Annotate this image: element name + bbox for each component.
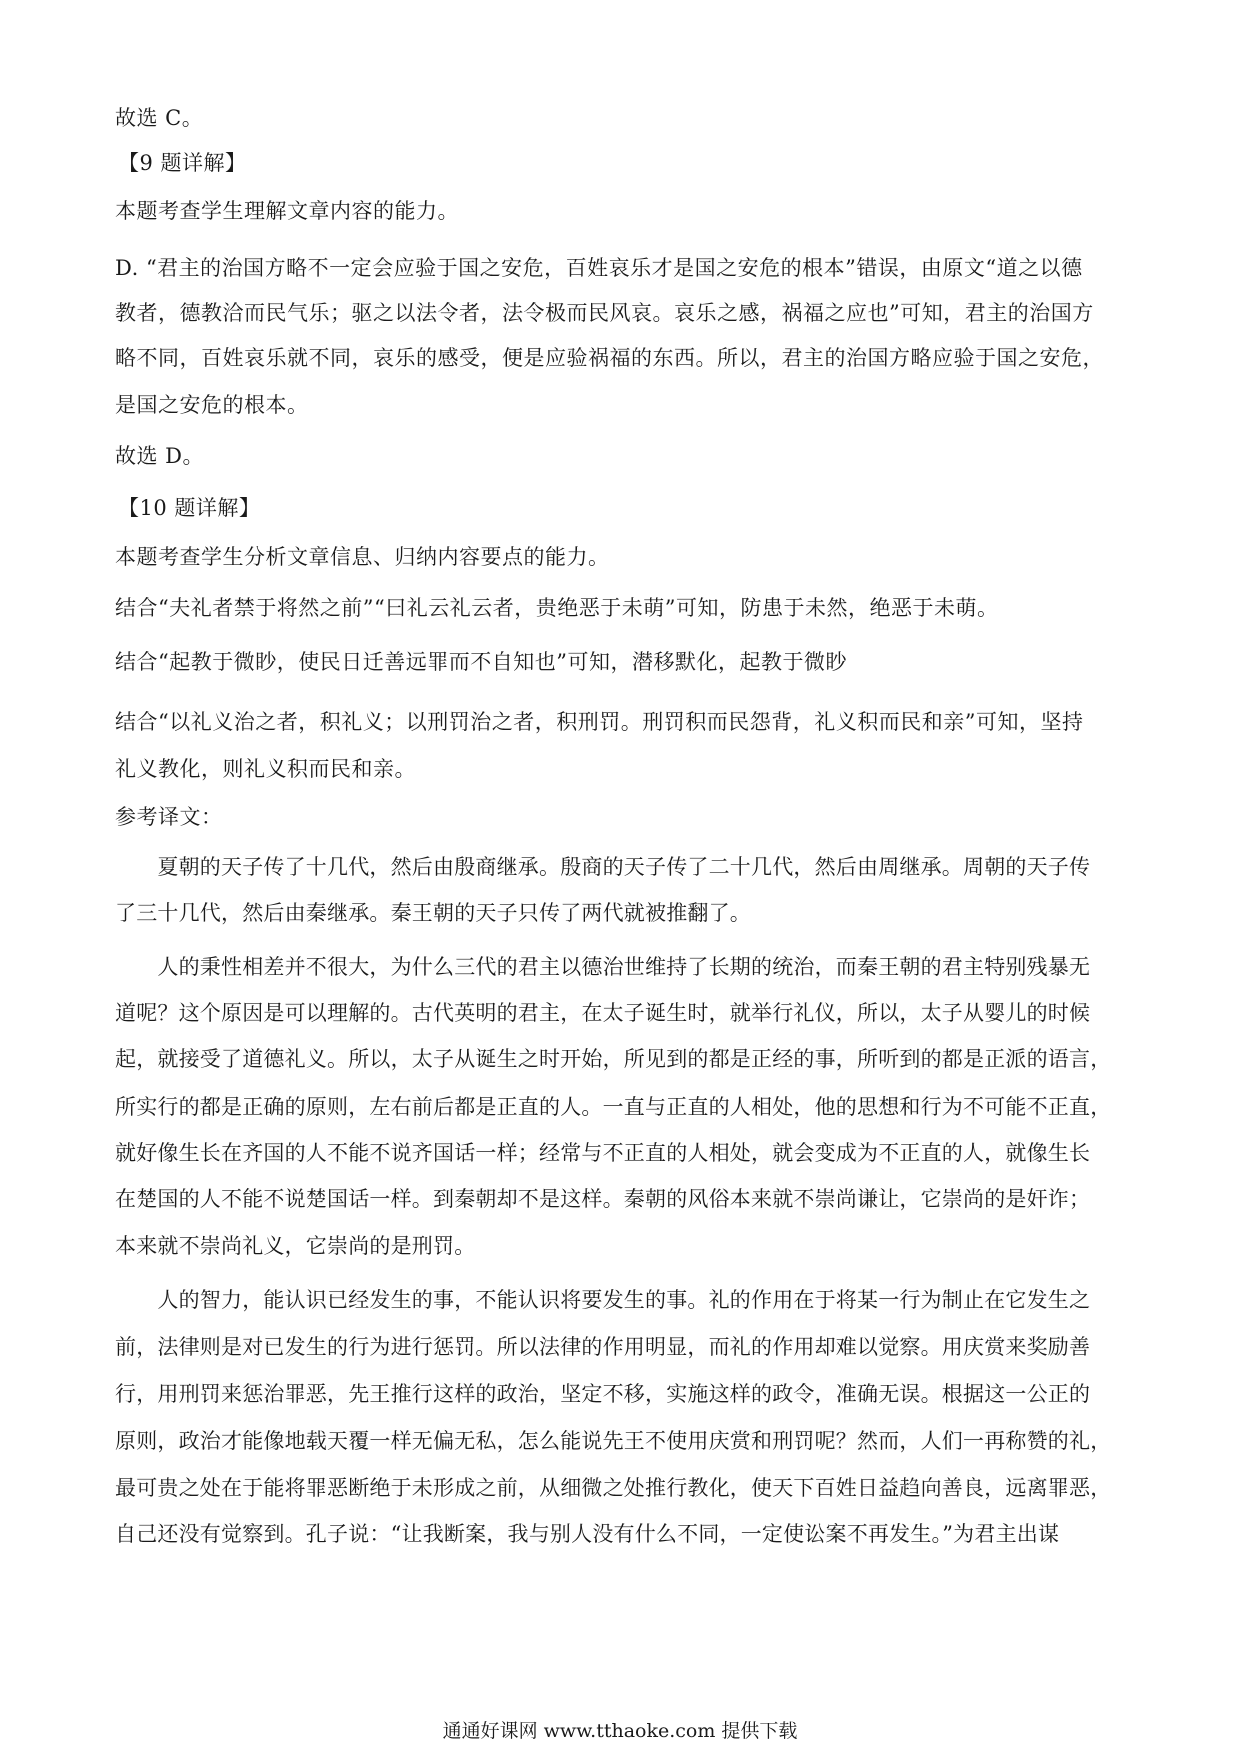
translation-line: 所实行的都是正确的原则，左右前后都是正直的人。一直与正直的人相处，他的思想和行为不可能不正直，	[115, 1095, 1112, 1119]
translation-line: 人的智力，能认识已经发生的事，不能认识将要发生的事。礼的作用在于将某一行为制止在它发生之	[115, 1288, 1091, 1312]
explanation-line: 结合“以礼义治之者，积礼义；以刑罚治之者，积刑罚。刑罚积而民怨背，礼义积而民和亲”可知，坚持	[115, 710, 1084, 734]
translation-line: 了三十几代，然后由秦继承。秦王朝的天子只传了两代就被推翻了。	[115, 901, 751, 925]
translation-line: 道呢？这个原因是可以理解的。古代英明的君主，在太子诞生时，就举行礼仪，所以，太子从婴儿的时候	[115, 1001, 1091, 1025]
section-header: 【9 题详解】	[118, 151, 247, 175]
explanation-line: 本题考查学生分析文章信息、归纳内容要点的能力。	[115, 545, 610, 569]
translation-line: 最可贵之处在于能将罪恶断绝于未形成之前，从细微之处推行教化，使天下百姓日益趋向善良，远离罪恶，	[115, 1476, 1112, 1500]
translation-line: 本来就不崇尚礼义，它崇尚的是刑罚。	[115, 1234, 476, 1258]
translation-heading: 参考译文：	[115, 805, 223, 829]
translation-line: 在楚国的人不能不说楚国话一样。到秦朝却不是这样。秦朝的风俗本来就不崇尚谦让，它崇尚的是奸诈；	[115, 1187, 1091, 1211]
explanation-line: 结合“夫礼者禁于将然之前”“曰礼云礼云者，贵绝恶于未萌”可知，防患于未然，绝恶于未萌。	[115, 596, 999, 620]
explanation-line: 略不同，百姓哀乐就不同，哀乐的感受，便是应验祸福的东西。所以，君主的治国方略应验于国之安危，	[115, 346, 1104, 370]
translation-line: 前，法律则是对已发生的行为进行惩罚。所以法律的作用明显，而礼的作用却难以觉察。用庆赏来奖励善	[115, 1335, 1091, 1359]
translation-line: 人的秉性相差并不很大，为什么三代的君主以德治世维持了长期的统治，而秦王朝的君主特别残暴无	[115, 955, 1091, 979]
section-header: 【10 题详解】	[118, 496, 261, 520]
translation-line: 原则，政治才能像地载天覆一样无偏无私，怎么能说先王不使用庆赏和刑罚呢？然而，人们一再称赞的礼，	[115, 1429, 1112, 1453]
explanation-line: D. “君主的治国方略不一定会应验于国之安危，百姓哀乐才是国之安危的根本”错误，由原文“道之以德	[115, 256, 1083, 280]
translation-line: 自己还没有觉察到。孔子说：“让我断案，我与别人没有什么不同，一定使讼案不再发生。”为君主出谋	[115, 1522, 1060, 1546]
translation-line: 就好像生长在齐国的人不能不说齐国话一样；经常与不正直的人相处，就会变成为不正直的人，就像生长	[115, 1141, 1091, 1165]
answer-line: 故选 D。	[115, 444, 205, 468]
page-footer: 通通好课网 www.tthaoke.com 提供下载	[442, 1720, 798, 1742]
explanation-line: 教者，德教洽而民气乐；驱之以法令者，法令极而民风哀。哀乐之感，祸福之应也”可知，君主的治国方	[115, 301, 1094, 325]
explanation-line: 本题考查学生理解文章内容的能力。	[115, 199, 459, 223]
translation-line: 起，就接受了道德礼义。所以，太子从诞生之时开始，所见到的都是正经的事，所听到的都是正派的语言，	[115, 1047, 1112, 1071]
translation-line: 行，用刑罚来惩治罪恶，先王推行这样的政治，坚定不移，实施这样的政令，准确无误。根据这一公正的	[115, 1382, 1091, 1406]
translation-line: 夏朝的天子传了十几代，然后由殷商继承。殷商的天子传了二十几代，然后由周继承。周朝的天子传	[115, 855, 1091, 879]
explanation-line: 礼义教化，则礼义积而民和亲。	[115, 757, 416, 781]
explanation-line: 是国之安危的根本。	[115, 393, 309, 417]
answer-line: 故选 C。	[115, 106, 204, 130]
explanation-line: 结合“起教于微眇，使民日迁善远罪而不自知也”可知，潜移默化，起教于微眇	[115, 650, 847, 674]
